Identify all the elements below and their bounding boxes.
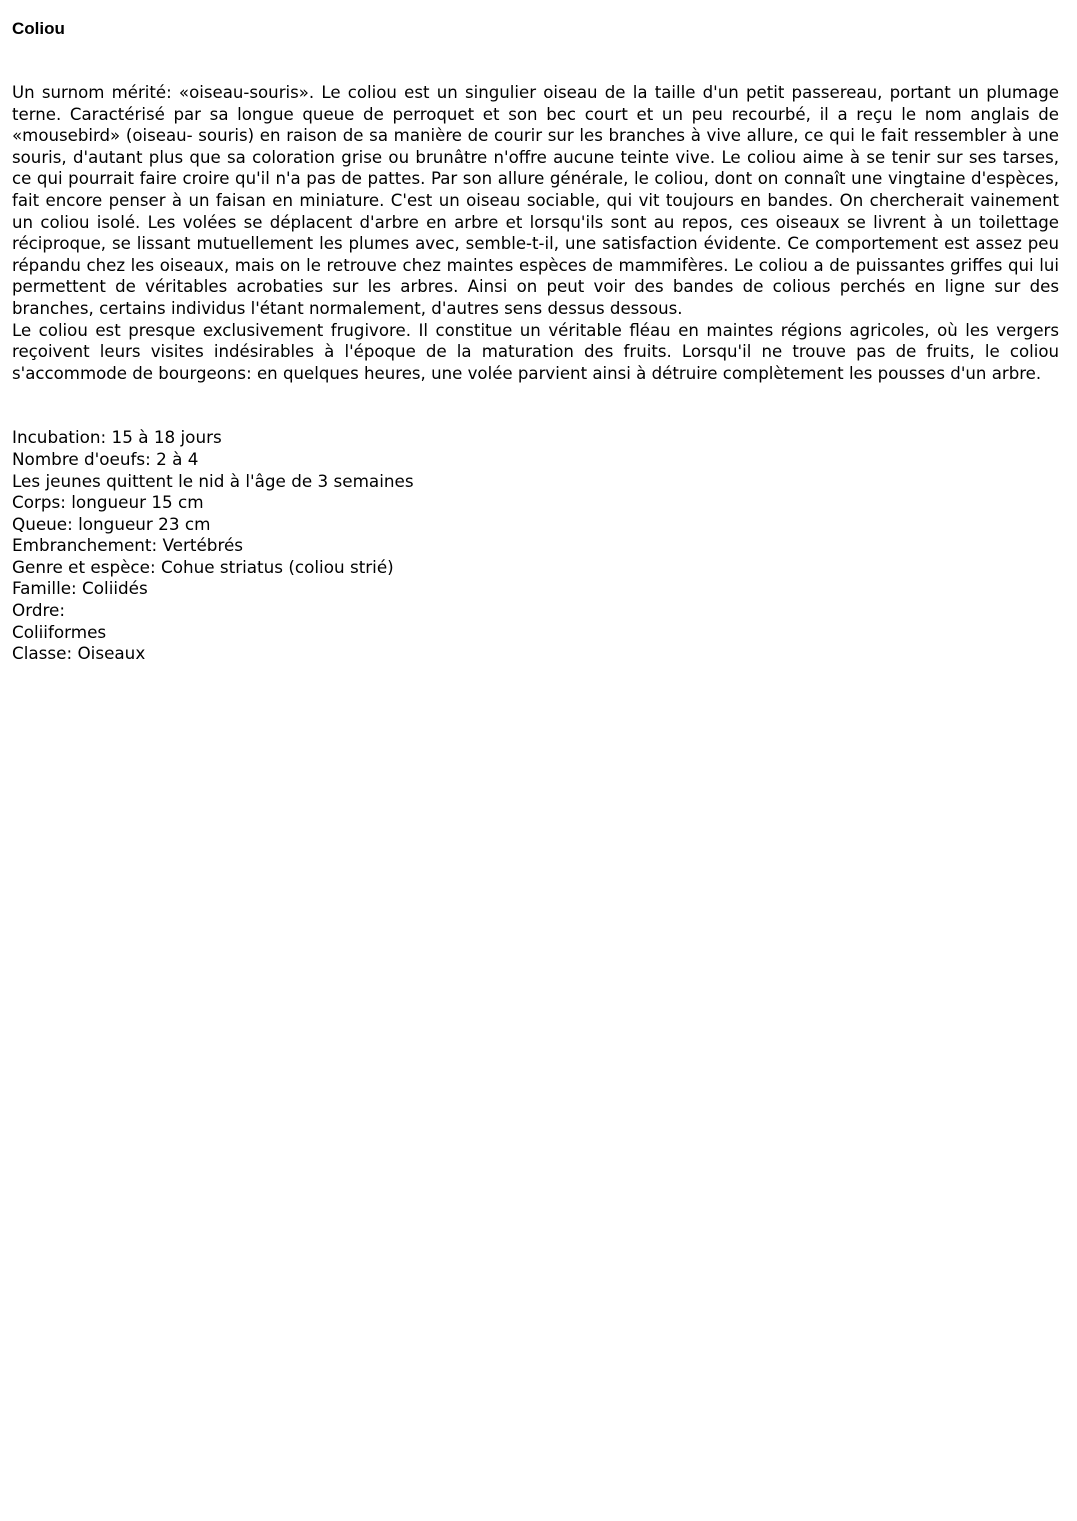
document-title: Coliou xyxy=(12,19,65,38)
article-paragraph: Un surnom mérité: «oiseau-souris». Le coliou est un singulier oiseau de la taille d'un petit passereau, portant un plumage terne. Caractérisé par sa longue queue de perroquet et son bec court et un peu recourbé, il a reçu le nom anglais de «mousebird» (oiseau- souris) en raison de sa manière de courir sur les branches à vive allure, ce qui le fait ressembler à une souris, d'autant plus que sa coloration grise ou brunâtre n'offre aucune teinte vive. Le coliou aime à se tenir sur ses tarses, ce qui pourrait faire croire qu'il n'a pas de pattes. Par son allure générale, le coliou, dont on connaît une vingtaine d'espèces, fait encore penser à un faisan en miniature. C'est un oiseau sociable, qui vit toujours en bandes. On chercherait vainement un coliou isolé. Les volées se déplacent d'arbre en arbre et lorsqu'ils sont au repos, ces oiseaux se livrent à un toilettage réciproque, se lissant mutuellement les plumes avec, semble-t-il, une satisfaction évidente. Ce comportement est assez peu répandu chez les oiseaux, mais on le retrouve chez maintes espèces de mammifères. Le coliou a de puissantes griffes qui lui permettent de véritables acrobaties sur les arbres. Ainsi on peut voir des bandes de colious perchés en ligne sur des branches, certains individus l'étant normalement, d'autres sens dessus dessous. xyxy=(12,83,1059,318)
fact-tail-length: Queue: longueur 23 cm xyxy=(12,513,211,534)
fact-phylum: Embranchement: Vertébrés xyxy=(12,535,244,556)
facts-list xyxy=(12,427,1059,665)
document-page xyxy=(12,18,1059,665)
fact-egg-count: Nombre d'oeufs: 2 à 4 xyxy=(12,448,199,469)
fact-body-length: Corps: longueur 15 cm xyxy=(12,492,204,513)
fact-family: Famille: Coliidés xyxy=(12,578,148,599)
fact-class: Classe: Oiseaux xyxy=(12,643,146,664)
article-paragraph: Le coliou est presque exclusivement frugivore. Il constitue un véritable fléau en maintes régions agricoles, où les vergers reçoivent leurs visites indésirables à l'époque de la maturation des fruits. Lorsqu'il ne trouve pas de fruits, le coliou s'accommode de bourgeons: en quelques heures, une volée parvient ainsi à détruire complètement les pousses d'un arbre. xyxy=(12,320,1059,383)
fact-fledging: Les jeunes quittent le nid à l'âge de 3 semaines xyxy=(12,470,414,491)
fact-incubation: Incubation: 15 à 18 jours xyxy=(12,427,222,448)
fact-order-value: Coliiformes xyxy=(12,621,107,642)
article-body xyxy=(12,82,1059,384)
fact-species: Genre et espèce: Cohue striatus (coliou strié) xyxy=(12,556,394,577)
fact-order-label: Ordre: xyxy=(12,600,65,621)
